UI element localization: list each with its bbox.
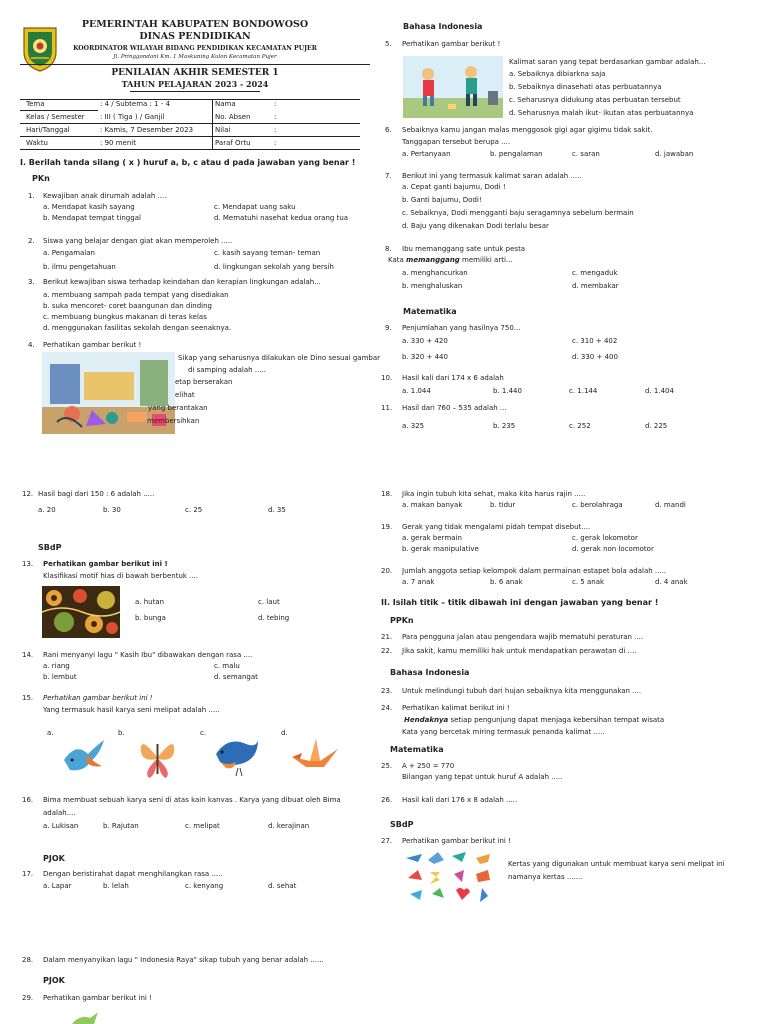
question-text: Jika ingin tubuh kita sehat, maka kita harus rajin ..... [402, 490, 586, 498]
option-d[interactable]: d. 4 anak [655, 578, 688, 586]
option-b[interactable]: b. [118, 729, 125, 737]
option-c[interactable]: c. laut [258, 598, 280, 606]
option-b[interactable]: b. menghaluskan [402, 282, 463, 290]
option-b[interactable]: b. gerak manipulative [402, 545, 479, 553]
nama-colon: : [274, 100, 277, 108]
option-c[interactable]: yang berantakan [148, 404, 208, 412]
option-c[interactable]: c. mengaduk [572, 269, 618, 277]
q4-prompt-line1: Sikap yang seharusnya dilakukan ole Dino sesuai gambar [178, 354, 381, 362]
option-c[interactable]: c. 252 [569, 422, 591, 430]
question-number: 27. [381, 837, 393, 845]
option-d[interactable]: d. 225 [645, 422, 668, 430]
subject-pkn: PKn [32, 174, 50, 183]
instruction-section-2: II. Isilah titik – titik dibawah ini dengan jawaban yang benar ! [381, 598, 659, 607]
question-text: Perhatikan gambar berikut ! [402, 40, 501, 48]
kelas-label: Kelas / Semester [26, 113, 85, 121]
option-a[interactable]: a. gerak bermain [402, 534, 462, 542]
question-number: 2. [28, 237, 35, 245]
option-a[interactable]: a. riang [43, 662, 70, 670]
question-text-2: Bilangan yang tepat untuk huruf A adalah ..... [402, 773, 563, 781]
option-a[interactable]: a. 7 anak [402, 578, 435, 586]
question-text: Siswa yang belajar dengan giat akan memperoleh ..... [43, 237, 233, 245]
option-b[interactable]: b. bunga [135, 614, 166, 622]
question-number: 13. [22, 560, 34, 568]
question-text: Hasil dari 760 – 535 adalah ... [402, 404, 507, 412]
paraf-colon: : [274, 139, 277, 147]
question-number: 23. [381, 687, 393, 695]
question-text: Jika sakit, kamu memiliki hak untuk mendapatkan perawatan di .... [402, 647, 637, 655]
option-b[interactable]: b. 235 [493, 422, 516, 430]
option-d[interactable]: d. membakar [572, 282, 619, 290]
question-number: 6. [385, 126, 392, 134]
option-a[interactable]: a. 330 + 420 [402, 337, 448, 345]
origami-crane-icon [290, 735, 340, 777]
option-b[interactable]: b. 30 [103, 506, 121, 514]
question-text: Ibu memanggang sate untuk pesta [402, 245, 526, 253]
option-c[interactable]: c. 25 [185, 506, 203, 514]
option-a[interactable]: a. makan banyak [402, 501, 463, 509]
option-d[interactable]: d. lingkungan sekolah yang bersih [214, 263, 334, 271]
option-c[interactable]: c. berolahraga [572, 501, 623, 509]
question-text: Perhatikan gambar berikut ini ! [402, 837, 511, 845]
question-text-2: Hendaknya setiap pengunjung dapat menjaga kebersihan tempat wisata [404, 716, 665, 724]
option-b[interactable]: b. lembut [43, 673, 77, 681]
header-coordinator: KOORDINATOR WILAYAH BIDANG PENDIDIKAN KECAMATAN PUJER [73, 45, 317, 52]
info-rule [20, 136, 360, 137]
option-d[interactable]: d. jawaban [655, 150, 694, 158]
origami-collection-illustration [404, 850, 499, 905]
question-text: Sebaiknya kamu jangan malas menggosok gigi agar gigimu tidak sakit. [402, 126, 653, 134]
paraf-label: Paraf Ortu [215, 139, 251, 147]
question-text: Perhatikan gambar berikut ini ! [43, 694, 153, 702]
option-c[interactable]: c. Seharusnya didukung atas perbuatan tersebut [509, 96, 681, 104]
option-d[interactable]: membersihkan [147, 417, 200, 425]
question-number: 26. [381, 796, 393, 804]
question-text: Dengan beristirahat dapat menghilangkan rasa ..... [43, 870, 223, 878]
option-b[interactable]: b. suka mencoret- coret baangunan dan dinding [43, 302, 212, 310]
absen-label: No. Absen [215, 113, 251, 121]
option-a[interactable]: a. Cepat ganti bajumu, Dodi ! [402, 183, 506, 191]
option-d[interactable]: d. Baju yang dikenakan Dodi terlalu besar [402, 222, 549, 230]
option-c[interactable]: c. Mendapat uang saku [214, 203, 296, 211]
option-a[interactable]: a. [47, 729, 54, 737]
option-d[interactable]: d. semangat [214, 673, 258, 681]
subject-ppkn: PPKn [390, 616, 414, 625]
header-address: Jl. Pringgondani Km. 1 Maskuning Kulon Kecamatan Pujer [113, 54, 277, 60]
subject-matematika-2: Matematika [390, 745, 444, 754]
option-c[interactable]: c. 1.144 [569, 387, 598, 395]
question-text-2: Klasifikasi motif hias di bawah berbentuk .... [43, 572, 199, 580]
option-b[interactable]: elihat [175, 391, 195, 399]
absen-colon: : [274, 113, 277, 121]
option-c[interactable]: c. Sebaiknya, Dodi mengganti baju seragamnya sebelum bermain [402, 209, 634, 217]
question-text: Hasil kali dari 174 x 6 adalah [402, 374, 504, 382]
option-a[interactable]: a. Sebaiknya dibiarkna saja [509, 70, 606, 78]
option-a[interactable]: a. 325 [402, 422, 425, 430]
q27-prompt-line1: Kertas yang digunakan untuk membuat karya seni melipat ini [508, 860, 725, 868]
option-c[interactable]: c. 5 anak [572, 578, 605, 586]
question-number: 7. [385, 172, 392, 180]
question-number: 14. [22, 651, 34, 659]
option-a[interactable]: a. Mendapat kasih sayang [43, 203, 135, 211]
option-c[interactable]: c. melipat [185, 822, 220, 830]
question-number: 1. [28, 192, 35, 200]
exam-year: TAHUN PELAJARAN 2023 - 2024 [121, 79, 269, 89]
option-a[interactable]: a. Lapar [43, 882, 72, 890]
option-b[interactable]: b. ilmu pengetahuan [43, 263, 116, 271]
info-rule [20, 110, 98, 111]
question-text: Perhatikan gambar berikut ini ! [43, 560, 168, 568]
option-c[interactable]: c. 310 + 402 [572, 337, 618, 345]
question-number: 12. [22, 490, 34, 498]
option-a[interactable]: a. Lukisan [43, 822, 79, 830]
question-text: Berikut ini yang termasuk kalimat saran adalah ..... [402, 172, 582, 180]
option-b[interactable]: b. Sebaiknya dinasehati atas perbuatannya [509, 83, 662, 91]
question-number: 19. [381, 523, 393, 531]
question-text: Perhatikan gambar berikut ! [43, 341, 142, 349]
option-b[interactable]: b. 1.440 [493, 387, 522, 395]
option-d[interactable]: d. 330 + 400 [572, 353, 618, 361]
subject-bahasa-indonesia-2: Bahasa Indonesia [390, 668, 470, 677]
question-number: 17. [22, 870, 34, 878]
option-a[interactable]: a. menghancurkan [402, 269, 468, 277]
option-b[interactable]: b. lelah [103, 882, 129, 890]
question-text: Hasil bagi dari 150 : 6 adalah ..... [38, 490, 155, 498]
option-b[interactable]: b. 320 + 440 [402, 353, 448, 361]
tema-label: Tema [26, 100, 45, 108]
q27-prompt-line2: namanya kertas ....... [508, 873, 583, 881]
question-text: Berikut kewajiban siswa terhadap keindahan dan kerapian lingkungan adalah... [43, 278, 321, 286]
option-b[interactable]: b. Rajutan [103, 822, 139, 830]
exam-title: PENILAIAN AKHIR SEMESTER 1 [111, 68, 279, 78]
info-rule [20, 123, 360, 124]
batik-motif-illustration [42, 586, 120, 638]
partial-illustration [70, 1012, 100, 1024]
option-d[interactable]: d. sehat [268, 882, 297, 890]
question-number: 29. [22, 994, 34, 1002]
instruction-section-1: I. Berilah tanda silang ( x ) huruf a, b, c atau d pada jawaban yang benar ! [20, 158, 356, 167]
option-c[interactable]: c. membuang bungkus makanan di teras kelas [43, 313, 207, 321]
option-b[interactable]: b. pengalaman [490, 150, 543, 158]
question-number: 8. [385, 245, 392, 253]
subject-pjok: PJOK [43, 854, 65, 863]
question-number: 15. [22, 694, 34, 702]
option-d[interactable]: d. [281, 729, 288, 737]
hari-value: : Kamis, 7 Desember 2023 [100, 126, 194, 134]
kelas-value: : III ( Tiga ) / Ganjil [100, 113, 165, 121]
year-underline [130, 91, 260, 92]
option-a[interactable]: a. hutan [135, 598, 165, 606]
option-d[interactable]: d. Mematuhi nasehat kedua orang tua [214, 214, 349, 222]
question-number: 9. [385, 324, 392, 332]
info-top-rule [20, 99, 360, 100]
question-number: 3. [28, 278, 35, 286]
option-b[interactable]: b. tidur [490, 501, 516, 509]
option-c[interactable]: c. kenyang [185, 882, 224, 890]
nama-label: Nama [215, 100, 236, 108]
subject-sbdp: SBdP [38, 543, 62, 552]
question-number: 10. [381, 374, 393, 382]
question-text-2: adalah.... [43, 809, 76, 817]
question-text: Jumlah anggota setiap kelompok dalam permainan estapet bola adalah ..... [402, 567, 667, 575]
question-text: Perhatikan kalimat berikut ini ! [402, 704, 510, 712]
question-number: 18. [381, 490, 393, 498]
question-text: Dalam menyanyikan lagu " Indonesia Raya" sikap tubuh yang benar adalah ...... [43, 956, 324, 964]
question-text-2: Kata memanggang memiliki arti... [388, 256, 513, 264]
children-littering-illustration [403, 56, 503, 118]
subject-sbdp-2: SBdP [390, 820, 414, 829]
option-a[interactable]: a. Pengamalan [43, 249, 95, 257]
q5-prompt: Kalimat saran yang tepat berdasarkan gambar adalah... [509, 58, 706, 66]
subject-pjok-2: PJOK [43, 976, 65, 985]
option-c[interactable]: c. malu [214, 662, 240, 670]
option-c[interactable]: c. saran [572, 150, 600, 158]
question-text: Kewajiban anak dirumah adalah .... [43, 192, 167, 200]
question-text: A + 250 = 770 [402, 762, 455, 770]
question-number: 16. [22, 796, 34, 804]
question-number: 5. [385, 40, 392, 48]
header-government: PEMERINTAH KABUPATEN BONDOWOSO [81, 19, 309, 30]
question-number: 4. [28, 341, 35, 349]
option-d[interactable]: d. 35 [268, 506, 286, 514]
question-text: Bima membuat sebuah karya seni di atas kain kanvas . Karya yang dibuat oleh Bima [43, 796, 341, 804]
subject-bahasa-indonesia: Bahasa Indonesia [403, 22, 483, 31]
question-number: 28. [22, 956, 34, 964]
question-number: 20. [381, 567, 393, 575]
tema-value: : 4 / Subtema : 1 - 4 [100, 100, 171, 108]
bird-icon [58, 732, 108, 780]
subject-matematika: Matematika [403, 307, 457, 316]
option-d[interactable]: d. mandi [655, 501, 686, 509]
question-text: Gerak yang tidak mengalami pidah tempat disebut.... [402, 523, 591, 531]
option-a[interactable]: a. 1.044 [402, 387, 431, 395]
question-text-3: Kata yang bercetak miring termasuk penanda kalimat ..... [402, 728, 605, 736]
waktu-value: : 90 menit [100, 139, 136, 147]
option-d[interactable]: d. tebing [258, 614, 290, 622]
q4-prompt-line2: di samping adalah ..... [188, 366, 266, 374]
question-text: Para pengguna jalan atau pengendara wajib mematuhi peraturan .... [402, 633, 644, 641]
option-c[interactable]: c. gerak lokomotor [572, 534, 638, 542]
info-rule [20, 149, 360, 150]
question-text: Perhatikan gambar berikut ini ! [43, 994, 152, 1002]
option-d[interactable]: d. 1.404 [645, 387, 674, 395]
question-text: Untuk melindungi tubuh dari hujan sebaiknya kita menggunakan .... [402, 687, 642, 695]
option-b[interactable]: b. Ganti bajumu, Dodi! [402, 196, 482, 204]
option-a[interactable]: a. membuang sampah pada tempat yang disediakan [43, 291, 229, 299]
option-d[interactable]: d. kerajinan [268, 822, 310, 830]
question-text: Penjumlahan yang hasilnya 750... [402, 324, 521, 332]
waktu-label: Waktu [26, 139, 48, 147]
question-number: 11. [381, 404, 393, 412]
option-d[interactable]: d. menggunakan fasilitas sekolah dengan seenaknya. [43, 324, 232, 332]
question-text: Hasil kali dari 176 x 8 adalah ..... [402, 796, 518, 804]
info-col-divider [212, 99, 213, 150]
header-department: DINAS PENDIDIKAN [139, 31, 251, 42]
option-d[interactable]: d. Seharusnya malah ikut- ikutan atas perbuatannya [509, 109, 694, 117]
bird-icon [212, 730, 260, 780]
question-number: 25. [381, 762, 393, 770]
option-c[interactable]: c. [200, 729, 207, 737]
hari-label: Hari/Tanggal [26, 126, 70, 134]
header-divider [20, 64, 370, 65]
option-a[interactable]: a. Pertanyaan [402, 150, 451, 158]
option-c[interactable]: c. kasih sayang teman- teman [214, 249, 321, 257]
question-text-2: Tanggapan tersebut berupa .... [402, 138, 511, 146]
nilai-label: Nilai [215, 126, 231, 134]
question-number: 24. [381, 704, 393, 712]
nilai-colon: : [274, 126, 277, 134]
option-a[interactable]: etap berserakan [175, 378, 233, 386]
option-b[interactable]: b. 6 anak [490, 578, 523, 586]
option-d[interactable]: d. gerak non locomotor [572, 545, 654, 553]
option-a[interactable]: a. 20 [38, 506, 56, 514]
question-text-2: Yang termasuk hasil karya seni melipat adalah ..... [43, 706, 220, 714]
butterfly-icon [135, 732, 180, 782]
option-b[interactable]: b. Mendapat tempat tinggal [43, 214, 141, 222]
question-text: Rani menyanyi lagu " Kasih Ibu" dibawakan dengan rasa .... [43, 651, 253, 659]
question-number: 21. [381, 633, 393, 641]
question-number: 22. [381, 647, 393, 655]
